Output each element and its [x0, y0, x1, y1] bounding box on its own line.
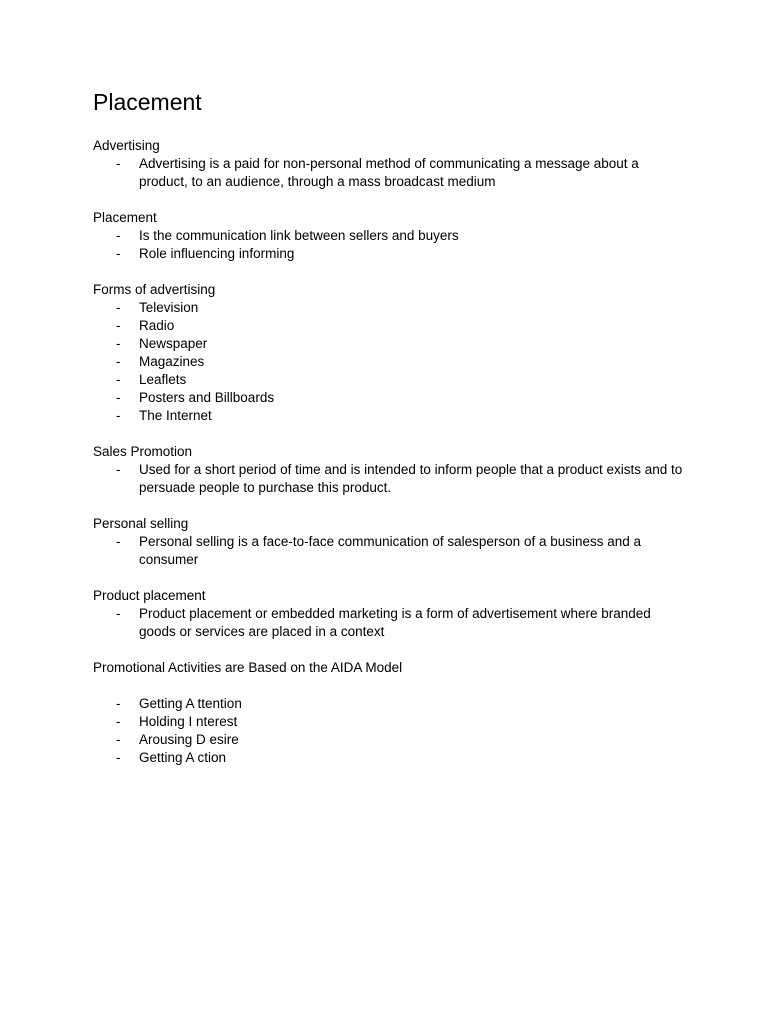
bullet-list: [93, 695, 683, 767]
bullet-dash: -: [116, 732, 121, 747]
bullet-dash: -: [116, 228, 121, 243]
bullet-dash: -: [116, 714, 121, 729]
list-item-text: Arousing D esire: [139, 732, 239, 747]
list-item-text: Getting A ttention: [139, 696, 242, 711]
bullet-dash: -: [116, 534, 121, 549]
list-item: [93, 353, 683, 371]
list-item-text: The Internet: [139, 408, 212, 423]
list-item: [93, 749, 683, 767]
bullet-list: [93, 533, 683, 569]
section-heading: Personal selling: [93, 516, 189, 531]
list-item: [93, 695, 683, 713]
list-item-text: Used for a short period of time and is intended to inform people that a product exists and to persuade people to purchase this product.: [139, 462, 683, 495]
list-item: [93, 461, 683, 497]
section-aida-model: [93, 659, 683, 767]
list-item: [93, 713, 683, 731]
bullet-list: [93, 461, 683, 497]
bullet-dash: -: [116, 390, 121, 405]
bullet-dash: -: [116, 246, 121, 261]
list-item-text: Role influencing informing: [139, 246, 295, 261]
list-item: [93, 335, 683, 353]
list-item-text: Holding I nterest: [139, 714, 238, 729]
bullet-list: [93, 605, 683, 641]
bullet-dash: -: [116, 408, 121, 423]
section-forms-of-advertising: [93, 281, 683, 425]
list-item: [93, 299, 683, 317]
bullet-dash: -: [116, 372, 121, 387]
list-item: [93, 245, 683, 263]
section-heading: Forms of advertising: [93, 282, 216, 297]
list-item: [93, 227, 683, 245]
bullet-dash: -: [116, 354, 121, 369]
list-item: [93, 371, 683, 389]
bullet-dash: -: [116, 696, 121, 711]
bullet-list: [93, 299, 683, 425]
section-personal-selling: [93, 515, 683, 569]
section-sales-promotion: [93, 443, 683, 497]
section-heading: Product placement: [93, 588, 206, 603]
list-item: [93, 407, 683, 425]
list-item: [93, 317, 683, 335]
section-product-placement: [93, 587, 683, 641]
bullet-dash: -: [116, 750, 121, 765]
section-heading: Sales Promotion: [93, 444, 193, 459]
list-item-text: Posters and Billboards: [139, 390, 275, 405]
list-item-text: Leaflets: [139, 372, 187, 387]
bullet-dash: -: [116, 156, 121, 171]
list-item-text: Personal selling is a face-to-face communication of salesperson of a business and a consumer: [139, 534, 642, 567]
section-advertising: [93, 137, 683, 191]
bullet-dash: -: [116, 318, 121, 333]
bullet-dash: -: [116, 300, 121, 315]
bullet-list: [93, 155, 683, 191]
list-item-text: Newspaper: [139, 336, 208, 351]
section-heading: Placement: [93, 210, 157, 225]
blank-line: [93, 677, 683, 695]
bullet-dash: -: [116, 336, 121, 351]
bullet-list: [93, 227, 683, 263]
list-item: [93, 533, 683, 569]
list-item: [93, 605, 683, 641]
page-title: Placement: [93, 89, 202, 115]
list-item-text: Is the communication link between sellers and buyers: [139, 228, 459, 243]
list-item-text: Getting A ction: [139, 750, 227, 765]
list-item-text: Magazines: [139, 354, 205, 369]
document-page: [93, 86, 683, 785]
bullet-dash: -: [116, 462, 121, 477]
list-item-text: Television: [139, 300, 199, 315]
bullet-dash: -: [116, 606, 121, 621]
list-item: [93, 389, 683, 407]
section-heading: Advertising: [93, 138, 160, 153]
list-item: [93, 155, 683, 191]
list-item-text: Advertising is a paid for non-personal method of communicating a message about a product, to an audience, through a mass broadcast medium: [139, 156, 639, 189]
list-item-text: Product placement or embedded marketing is a form of advertisement where branded goods or services are placed in a context: [139, 606, 651, 639]
list-item-text: Radio: [139, 318, 175, 333]
section-heading: Promotional Activities are Based on the AIDA Model: [93, 660, 403, 675]
section-placement: [93, 209, 683, 263]
list-item: [93, 731, 683, 749]
